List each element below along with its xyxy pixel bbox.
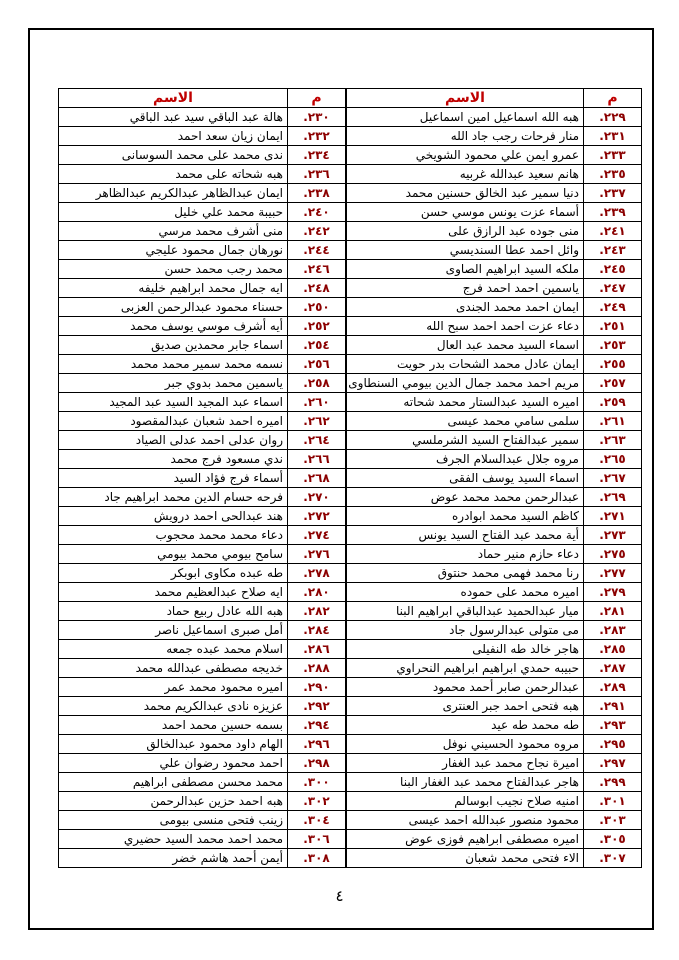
row-name: رنا محمد فهمى محمد حنتوق [347, 564, 584, 583]
row-number: ٢٤٣. [584, 241, 642, 260]
table-row [59, 374, 346, 393]
row-name: مروه جلال عبدالسلام الجرف [347, 450, 584, 469]
row-name: خديجه مصطفى عبدالله محمد [59, 659, 288, 678]
row-number: ٢٩١. [584, 697, 642, 716]
row-name: أمل صبرى اسماعيل ناصر [59, 621, 288, 640]
row-number: ٢٩٥. [584, 735, 642, 754]
table-row [347, 336, 642, 355]
row-name: ملكه السيد ابراهيم الصاوى [347, 260, 584, 279]
row-name: زينب فتحى منسى بيومى [59, 811, 288, 830]
table-row [347, 127, 642, 146]
table-row [59, 602, 346, 621]
row-number: ٢٩٣. [584, 716, 642, 735]
row-number: ٢٧٦. [288, 545, 346, 564]
row-number: ٢٩٠. [288, 678, 346, 697]
row-number: ٢٦٥. [584, 450, 642, 469]
table-row [347, 355, 642, 374]
row-name: طه محمد طه عيد [347, 716, 584, 735]
table-row [59, 222, 346, 241]
row-number: ٣٠٠. [288, 773, 346, 792]
row-number: ٢٧٢. [288, 507, 346, 526]
row-number: ٢٣٧. [584, 184, 642, 203]
row-number: ٢٤١. [584, 222, 642, 241]
row-name: أيمن أحمد هاشم خضر [59, 849, 288, 868]
table-row [59, 355, 346, 374]
table-row [59, 412, 346, 431]
table-row [59, 127, 346, 146]
row-number: ٢٤٩. [584, 298, 642, 317]
table-row [347, 393, 642, 412]
row-name: اسماء عبد المجيد السيد عبد المجيد [59, 393, 288, 412]
row-name: اسلام محمد عبده جمعه [59, 640, 288, 659]
row-number: ٢٧٥. [584, 545, 642, 564]
row-name: سامح بيومي محمد بيومي [59, 545, 288, 564]
row-number: ٢٨٢. [288, 602, 346, 621]
row-name: دعاء حازم منير حماد [347, 545, 584, 564]
row-name: هاجر خالد طه النفيلى [347, 640, 584, 659]
row-name: سلمى سامي محمد عيسى [347, 412, 584, 431]
table-row [59, 735, 346, 754]
row-name: عبدالرحمن صابر أحمد محمود [347, 678, 584, 697]
row-name: عبدالرحمن محمد محمد عوض [347, 488, 584, 507]
row-name: امنيه صلاح نجيب ابوسالم [347, 792, 584, 811]
row-name: اميره السيد عبدالستار محمد شحاته [347, 393, 584, 412]
row-number: ٢٥١. [584, 317, 642, 336]
row-name: ايه جمال محمد ابراهيم خليفه [59, 279, 288, 298]
table-row [347, 184, 642, 203]
row-name: هبه فتحى احمد جبر العنترى [347, 697, 584, 716]
row-name: ايمان احمد محمد الجندى [347, 298, 584, 317]
row-number: ٢٣٣. [584, 146, 642, 165]
row-number: ٢٦٦. [288, 450, 346, 469]
table-row [347, 431, 642, 450]
num-header: م [288, 89, 346, 108]
table-row [59, 564, 346, 583]
table-row [59, 431, 346, 450]
row-number: ٢٦٤. [288, 431, 346, 450]
row-name: نسمه محمد سمير محمد محمد [59, 355, 288, 374]
row-name: هاجر عبدالفتاح محمد عبد الغفار البنا [347, 773, 584, 792]
row-number: ٢٤٤. [288, 241, 346, 260]
row-name: محمد محسن مصطفى ابراهيم [59, 773, 288, 792]
row-number: ٣٠٨. [288, 849, 346, 868]
table-row [347, 241, 642, 260]
row-name: منى أشرف محمد مرسي [59, 222, 288, 241]
row-number: ٢٤٨. [288, 279, 346, 298]
row-name: مى متولى عبدالرسول جاد [347, 621, 584, 640]
row-number: ٢٩٩. [584, 773, 642, 792]
row-name: اسماء السيد يوسف الفقى [347, 469, 584, 488]
row-number: ٢٣١. [584, 127, 642, 146]
row-name: ميار عبدالحميد عبدالباقي ابراهيم البنا [347, 602, 584, 621]
table-row [59, 526, 346, 545]
row-number: ٢٦٨. [288, 469, 346, 488]
table-row [59, 203, 346, 222]
table-row [347, 640, 642, 659]
row-number: ٢٤٥. [584, 260, 642, 279]
right-table-body [347, 108, 642, 868]
row-number: ٢٤٢. [288, 222, 346, 241]
row-name: كاظم السيد محمد ابوادره [347, 507, 584, 526]
row-number: ٢٥٣. [584, 336, 642, 355]
row-number: ٢٩٤. [288, 716, 346, 735]
table-row [59, 830, 346, 849]
row-name: اميره محمد على حموده [347, 583, 584, 602]
table-row [347, 203, 642, 222]
row-number: ٢٤٧. [584, 279, 642, 298]
row-number: ٢٥٦. [288, 355, 346, 374]
table-row [347, 412, 642, 431]
row-number: ٢٥٠. [288, 298, 346, 317]
table-row [347, 830, 642, 849]
table-row [59, 792, 346, 811]
row-number: ٢٧١. [584, 507, 642, 526]
left-names-table [58, 88, 346, 868]
row-name: دعاء عزت احمد احمد سبح الله [347, 317, 584, 336]
row-name: ايمان عبدالظاهر عبدالكريم عبدالظاهر [59, 184, 288, 203]
row-number: ٣٠٣. [584, 811, 642, 830]
row-name: محمد رجب محمد حسن [59, 260, 288, 279]
row-name: حبيبه حمدي ابراهيم ابراهيم النحراوي [347, 659, 584, 678]
name-header: الاسم [59, 89, 288, 108]
row-number: ٢٦٩. [584, 488, 642, 507]
row-name: هند عبدالحى احمد درويش [59, 507, 288, 526]
row-number: ٢٨٩. [584, 678, 642, 697]
row-number: ٢٥٩. [584, 393, 642, 412]
row-number: ٢٩٧. [584, 754, 642, 773]
table-row [59, 469, 346, 488]
table-row [59, 298, 346, 317]
row-name: ندي مسعود فرج محمد [59, 450, 288, 469]
row-name: عمرو ايمن علي محمود الشويخي [347, 146, 584, 165]
row-name: أسماء عزت يونس موسي حسن [347, 203, 584, 222]
row-number: ٢٦٠. [288, 393, 346, 412]
row-name: دنيا سمير عبد الخالق حسنين محمد [347, 184, 584, 203]
table-row [59, 336, 346, 355]
row-number: ٢٨٧. [584, 659, 642, 678]
table-row [347, 659, 642, 678]
num-header: م [584, 89, 642, 108]
row-name: ياسمين محمد بدوي جبر [59, 374, 288, 393]
table-row [59, 583, 346, 602]
table-row [59, 279, 346, 298]
table-row [347, 469, 642, 488]
row-number: ٢٧٣. [584, 526, 642, 545]
row-number: ٢٥٧. [584, 374, 642, 393]
row-number: ٢٣٩. [584, 203, 642, 222]
page-number: ٤ [335, 887, 344, 905]
name-header: الاسم [347, 89, 584, 108]
table-row [347, 735, 642, 754]
table-row [59, 488, 346, 507]
table-row [347, 583, 642, 602]
table-row [347, 716, 642, 735]
row-name: فرحه حسام الدين محمد ابراهيم جاد [59, 488, 288, 507]
table-row [347, 317, 642, 336]
table-header [59, 89, 346, 108]
row-name: عزيزه نادى عبدالكريم محمد [59, 697, 288, 716]
table-row [59, 317, 346, 336]
row-number: ٢٨٦. [288, 640, 346, 659]
row-number: ٢٨٥. [584, 640, 642, 659]
table-row [347, 811, 642, 830]
table-row [59, 241, 346, 260]
row-name: أسماء فرج فؤاد السيد [59, 469, 288, 488]
table-row [347, 146, 642, 165]
row-name: منار فرحات رجب جاد الله [347, 127, 584, 146]
table-row [59, 621, 346, 640]
table-row [347, 602, 642, 621]
row-name: سمير عبدالفتاح السيد الشرملسي [347, 431, 584, 450]
table-row [347, 849, 642, 868]
row-name: هبه الله عادل ربيع حماد [59, 602, 288, 621]
row-name: هانم سعيد عبدالله غربيه [347, 165, 584, 184]
row-number: ٢٨٤. [288, 621, 346, 640]
row-number: ٢٥٢. [288, 317, 346, 336]
row-number: ٢٧٩. [584, 583, 642, 602]
row-number: ٣٠٦. [288, 830, 346, 849]
table-row [347, 545, 642, 564]
row-name: بسمه حسين محمد احمد [59, 716, 288, 735]
row-number: ٢٧٧. [584, 564, 642, 583]
table-row [347, 792, 642, 811]
table-row [347, 222, 642, 241]
table-row [59, 811, 346, 830]
row-number: ٢٧٨. [288, 564, 346, 583]
row-name: ياسمين احمد احمد فرج [347, 279, 584, 298]
table-row [347, 165, 642, 184]
table-row [347, 526, 642, 545]
row-name: اسماء جابر محمدين صديق [59, 336, 288, 355]
table-row [59, 260, 346, 279]
row-number: ٢٣٥. [584, 165, 642, 184]
table-row [59, 165, 346, 184]
row-number: ٣٠٢. [288, 792, 346, 811]
table-header [347, 89, 642, 108]
table-row [59, 678, 346, 697]
table-row [59, 716, 346, 735]
row-name: مريم احمد محمد جمال الدين بيومي السنطاوى [347, 374, 584, 393]
table-row [347, 108, 642, 127]
table-row [59, 849, 346, 868]
row-number: ٢٥٨. [288, 374, 346, 393]
table-row [347, 754, 642, 773]
table-row [347, 697, 642, 716]
row-number: ٢٢٩. [584, 108, 642, 127]
row-number: ٢٦٣. [584, 431, 642, 450]
row-name: اميره احمد شعبان عبدالمقصود [59, 412, 288, 431]
table-row [347, 507, 642, 526]
row-name: روان عدلى احمد عدلى الصياد [59, 431, 288, 450]
table-row [347, 374, 642, 393]
row-name: محمد احمد محمد السيد حضيري [59, 830, 288, 849]
table-row [347, 488, 642, 507]
row-number: ٢٣٢. [288, 127, 346, 146]
row-name: الهام داود محمود عبدالخالق [59, 735, 288, 754]
table-row [59, 507, 346, 526]
row-name: مروه محمود الحسيني نوفل [347, 735, 584, 754]
row-name: اسماء السيد محمد عبد العال [347, 336, 584, 355]
row-number: ٢٥٤. [288, 336, 346, 355]
table-row [59, 754, 346, 773]
row-number: ٢٨٣. [584, 621, 642, 640]
table-row [59, 108, 346, 127]
row-number: ٢٦١. [584, 412, 642, 431]
row-number: ٢٣٤. [288, 146, 346, 165]
row-number: ٢٩٦. [288, 735, 346, 754]
row-number: ٣٠٥. [584, 830, 642, 849]
row-name: أيه أشرف موسي يوسف محمد [59, 317, 288, 336]
left-table-body [59, 108, 346, 868]
table-row [347, 279, 642, 298]
row-number: ٢٣٨. [288, 184, 346, 203]
row-name: حبيبة محمد علي خليل [59, 203, 288, 222]
row-number: ٢٨١. [584, 602, 642, 621]
right-names-table [346, 88, 642, 868]
table-row [59, 450, 346, 469]
table-row [59, 640, 346, 659]
row-name: ايه صلاح عبدالعظيم محمد [59, 583, 288, 602]
row-name: هبه الله اسماعيل امين اسماعيل [347, 108, 584, 127]
row-number: ٢٦٢. [288, 412, 346, 431]
row-name: هبه احمد حزين عبدالرحمن [59, 792, 288, 811]
row-number: ٢٣٠. [288, 108, 346, 127]
table-row [59, 545, 346, 564]
table-row [59, 146, 346, 165]
row-name: الاء فتحى محمد شعبان [347, 849, 584, 868]
row-name: وائل احمد عطا السنديسي [347, 241, 584, 260]
table-row [59, 773, 346, 792]
table-row [347, 298, 642, 317]
table-row [59, 697, 346, 716]
table-row [59, 659, 346, 678]
row-number: ٣٠٤. [288, 811, 346, 830]
row-name: طه عبده مكاوى ابوبكر [59, 564, 288, 583]
table-row [347, 678, 642, 697]
table-row [347, 260, 642, 279]
table-row [347, 564, 642, 583]
table-row [59, 393, 346, 412]
table-row [347, 621, 642, 640]
row-number: ٢٩٨. [288, 754, 346, 773]
row-name: اميره محمود محمد عمر [59, 678, 288, 697]
row-number: ٣٠٧. [584, 849, 642, 868]
row-number: ٣٠١. [584, 792, 642, 811]
row-name: محمود منصور عبدالله احمد عيسى [347, 811, 584, 830]
row-name: ندى محمد على محمد السوسانى [59, 146, 288, 165]
row-name: ايمان عادل محمد الشحات بدر حويت [347, 355, 584, 374]
row-name: احمد محمود رضوان علي [59, 754, 288, 773]
row-number: ٢٣٦. [288, 165, 346, 184]
table-row [59, 184, 346, 203]
row-name: ايمان زيان سعد احمد [59, 127, 288, 146]
row-name: اميرة نجاح محمد عبد الغفار [347, 754, 584, 773]
row-number: ٢٧٤. [288, 526, 346, 545]
row-number: ٢٦٧. [584, 469, 642, 488]
row-name: نورهان جمال محمود عليجي [59, 241, 288, 260]
row-number: ٢٩٢. [288, 697, 346, 716]
row-name: أية محمد عبد الفتاح السيد يونس [347, 526, 584, 545]
row-number: ٢٤٦. [288, 260, 346, 279]
row-name: دعاء محمد محمد محجوب [59, 526, 288, 545]
row-name: هبه شحاته على محمد [59, 165, 288, 184]
table-row [347, 773, 642, 792]
row-number: ٢٤٠. [288, 203, 346, 222]
row-name: حسناء محمود عبدالرحمن العزبى [59, 298, 288, 317]
row-name: منى جوده عبد الرازق على [347, 222, 584, 241]
row-number: ٢٥٥. [584, 355, 642, 374]
row-number: ٢٧٠. [288, 488, 346, 507]
row-number: ٢٨٨. [288, 659, 346, 678]
row-name: اميره مصطفى ابراهيم فوزى عوض [347, 830, 584, 849]
row-name: هالة عبد الباقي سيد عبد الباقي [59, 108, 288, 127]
row-number: ٢٨٠. [288, 583, 346, 602]
table-row [347, 450, 642, 469]
